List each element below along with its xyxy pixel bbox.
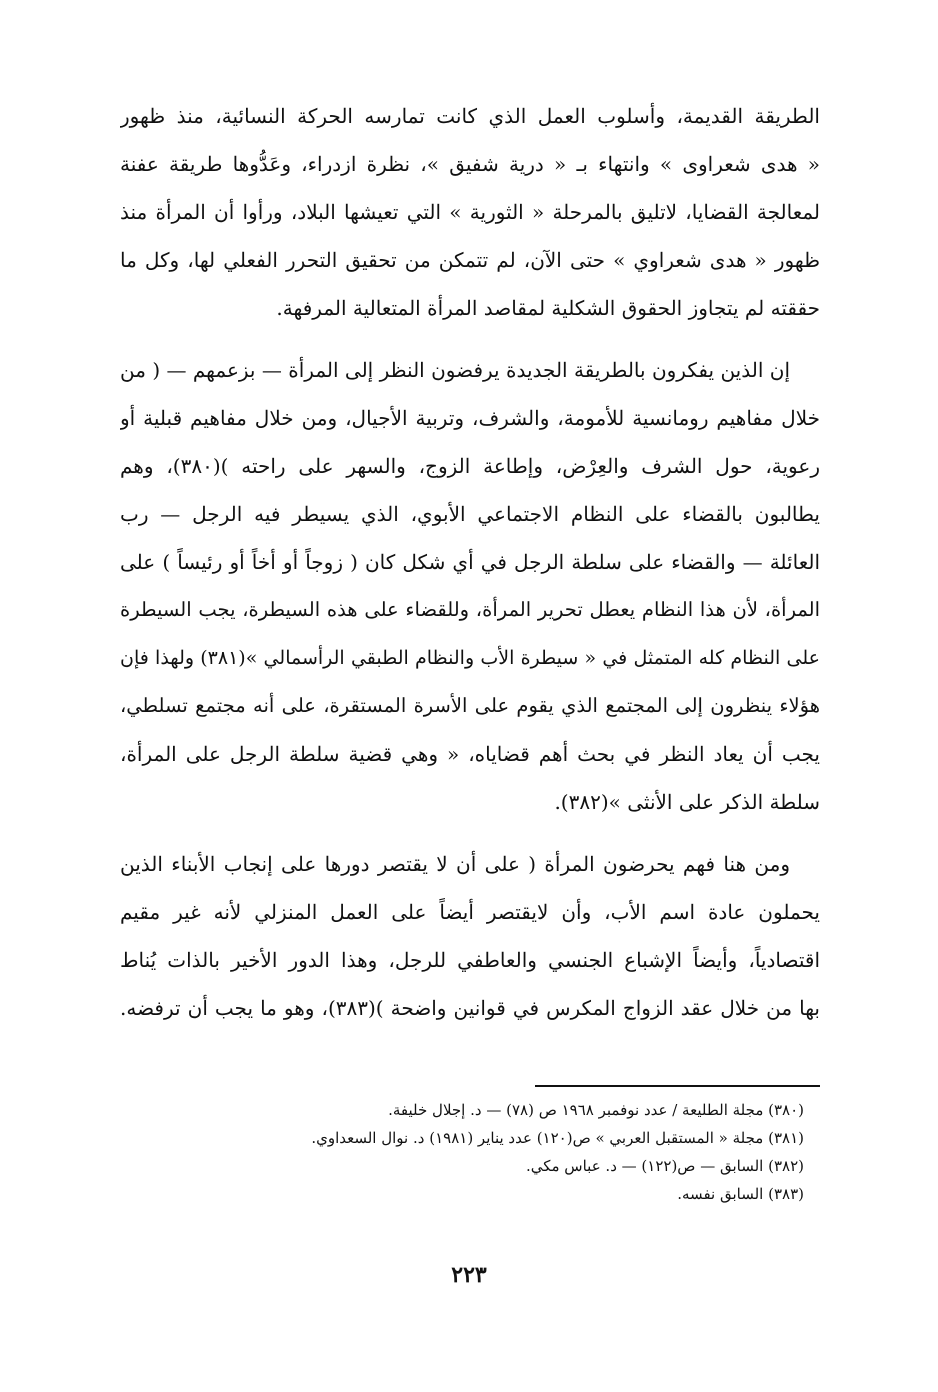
- text-line: المرأة، لأن هذا النظام يعطل تحرير المرأة، وللقضاء على هذه السيطرة، يجب السيطرة: [120, 598, 820, 621]
- paragraph-gap: [120, 826, 820, 840]
- text-line: ومن هنا فهم يحرضون المرأة ( على أن لا يقتصر دورها على إنجاب الأبناء الذين: [120, 852, 790, 876]
- footnote-383: (٣٨٣) السابق نفسه.: [677, 1185, 804, 1203]
- text-line: إن الذين يفكرون بالطريقة الجديدة يرفضون النظر إلى المرأة — بزعمهم — ( من: [120, 358, 790, 382]
- text-line: يجب أن يعاد النظر في بحث أهم قضاياه، « وهي قضية سلطة الرجل على المرأة،: [120, 742, 820, 766]
- text-line: « هدى شعراوى » وانتهاء بـ « درية شفيق »، نظرة ازدراء، وعَدُّوها طريقة عفنة: [120, 152, 820, 176]
- text-line: ظهور « هدى شعراوي » حتى الآن، لم تتمكن من تحقيق التحرر الفعلي لها، وكل ما: [120, 248, 820, 272]
- text-line: حققته لم يتجاوز الحقوق الشكلية لمقاصد المرأة المتعالية المرفهة.: [276, 296, 820, 320]
- main-text: [120, 92, 820, 1032]
- paragraph-1: [120, 92, 820, 332]
- paragraph-2: [120, 346, 820, 826]
- text-line: على النظام كله المتمثل في « سيطرة الأب والنظام الطبقي الرأسمالي »(٣٨١) ولهذا فإن: [120, 647, 820, 669]
- paragraph-gap: [120, 332, 820, 346]
- text-line: يطالبون بالقضاء على النظام الاجتماعي الأبوي، الذي يسيطر فيه الرجل — رب: [120, 502, 820, 526]
- text-line: بها من خلال عقد الزواج المكرس في قوانين واضحة )(٣٨٣)، وهو ما يجب أن ترفضه.: [120, 996, 820, 1020]
- text-line: العائلة — والقضاء على سلطة الرجل في أي شكل كان ( زوجاً أو أخاً أو رئيساً ) على: [120, 550, 820, 574]
- text-line: الطريقة القديمة، وأسلوب العمل الذي كانت تمارسه الحركة النسائية، منذ ظهور: [120, 104, 820, 128]
- footnote-382: (٣٨٢) السابق — ص(١٢٢) — د. عباس مكي.: [525, 1157, 804, 1175]
- footnote-divider: [535, 1085, 820, 1087]
- footnotes: [120, 1096, 820, 1208]
- paragraph-3: [120, 840, 820, 1032]
- text-line: يحملون عادة اسم الأب، وأن لايقتصر أيضاً على العمل المنزلي لأنه غير مقيم: [120, 900, 820, 924]
- text-line: سلطة الذكر على الأنثى »(٣٨٢).: [554, 790, 820, 814]
- text-line: رعوية، حول الشرف والعِرْض، وإطاعة الزوج، والسهر على راحته )(٣٨٠)، وهم: [120, 454, 820, 478]
- page-number: ٢٢٣: [451, 1262, 487, 1288]
- footnote-380: (٣٨٠) مجلة الطليعة / عدد نوفمبر ١٩٦٨ ص (٧٨) — د. إجلال خليفة.: [388, 1101, 804, 1119]
- text-line: خلال مفاهيم رومانسية للأمومة، والشرف، وتربية الأجيال، ومن خلال مفاهيم قبلية أو: [120, 406, 820, 430]
- text-line: لمعالجة القضايا، لاتليق بالمرحلة « الثورية » التي تعيشها البلاد، ورأوا أن المرأة منذ: [120, 200, 820, 224]
- footnote-381: (٣٨١) مجلة « المستقبل العربي » ص(١٢٠) عدد يناير (١٩٨١) د. نوال السعداوي.: [311, 1129, 804, 1147]
- text-line: هؤلاء ينظرون إلى المجتمع الذي يقوم على الأسرة المستقرة، على أنه مجتمع تسلطي،: [120, 694, 820, 717]
- text-line: اقتصادياً، وأيضاً الإشباع الجنسي والعاطفي للرجل، وهذا الدور الأخير بالذات يُناط: [120, 948, 820, 972]
